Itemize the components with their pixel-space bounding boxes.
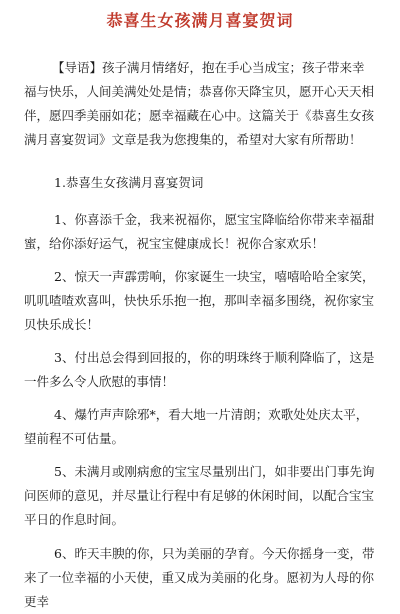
section-heading: 1.恭喜生女孩满月喜宴贺词 bbox=[54, 175, 204, 190]
wish-paragraph-2: 2、惊天一声霹雳响，你家诞生一块宝，嘻嘻哈哈全家笑，叽叽喳喳欢喜叫，快快乐乐抱一抱，那叫幸福多围绕，祝你家宝贝快乐成长！ bbox=[24, 269, 375, 332]
wish-paragraph-5: 5、未满月或刚病愈的宝宝尽量别出门，如非要出门事先询问医师的意见，并尽量让行程中有足够的休闲时间，以配合宝宝平日的作息时间。 bbox=[24, 464, 375, 527]
wish-paragraph-6: 6、昨天丰腴的你，只为美丽的孕育。今天你摇身一变，带来了一位幸福的小天使，重又成为美丽的化身。愿初为人母的你更幸 bbox=[24, 546, 375, 609]
intro-paragraph: 【导语】孩子满月情绪好，抱在手心当成宝；孩子带来幸福与快乐，人间美满处处是情；恭喜你天降宝贝，愿开心天天相伴，愿四季美丽如花；愿幸福藏在心中。这篇关于《恭喜生女孩满月喜宴贺词》文章是我为您搜集的，希望对大家有所帮助！ bbox=[24, 60, 375, 147]
wish-paragraph-3: 3、付出总会得到回报的，你的明珠终于顺利降临了，这是一件多么令人欣慰的事情！ bbox=[24, 350, 375, 389]
wish-paragraph-1: 1、你喜添千金，我来祝福你，愿宝宝降临给你带来幸福甜蜜，给你添好运气，祝宝宝健康成长！祝你合家欢乐！ bbox=[24, 212, 375, 251]
page-title: 恭喜生女孩满月喜宴贺词 bbox=[106, 11, 294, 30]
wish-paragraph-4: 4、爆竹声声除邪*，看大地一片清朗；欢歌处处庆太平，望前程不可估量。 bbox=[24, 407, 369, 446]
